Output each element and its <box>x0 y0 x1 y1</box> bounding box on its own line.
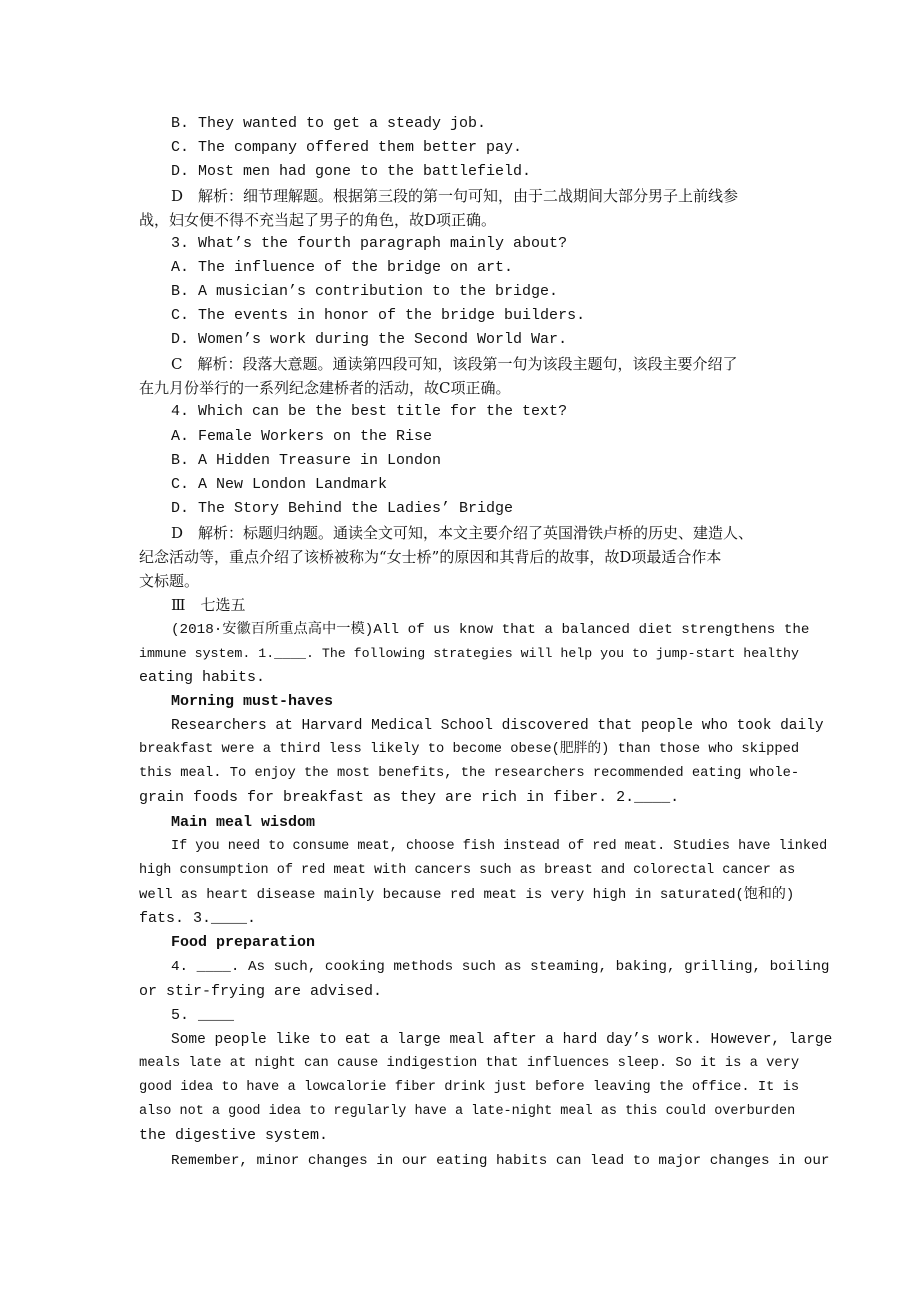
passage-intro-line2: immune system. 1.____. The following strategies will help you to jump-start healthy <box>139 646 799 661</box>
evening-para-line1: Some people like to eat a large meal after a hard day’s work. However, large <box>171 1032 833 1048</box>
subheading-morning: Morning must-haves <box>171 693 334 710</box>
main-meal-para-line3: well as heart disease mainly because red meat is very high in saturated(饱和的) <box>139 887 795 903</box>
morning-para-line1: Researchers at Harvard Medical School discovered that people who took daily <box>171 718 824 734</box>
option-3d: D. Women’s work during the Second World War. <box>171 331 568 348</box>
option-4d: D. The Story Behind the Ladies’ Bridge <box>171 500 514 517</box>
morning-para-line4: grain foods for breakfast as they are rich in fiber. 2.____. <box>139 789 680 806</box>
option-3c: C. The events in honor of the bridge builders. <box>171 307 586 324</box>
option-4b: B. A Hidden Treasure in London <box>171 452 442 469</box>
food-prep-line1: 4. ____. As such, cooking methods such as steaming, baking, grilling, boiling <box>171 959 830 975</box>
option-3a: A. The influence of the bridge on art. <box>171 259 514 276</box>
conclusion-line1: Remember, minor changes in our eating habits can lead to major changes in our <box>171 1153 830 1169</box>
option-2d: D. Most men had gone to the battlefield. <box>171 163 532 180</box>
evening-para-line4: also not a good idea to regularly have a late-night meal as this could overburden <box>139 1104 796 1119</box>
option-4a: A. Female Workers on the Rise <box>171 428 433 445</box>
evening-para-line5: the digestive system. <box>139 1127 329 1144</box>
answer-4-line1: D 解析：标题归纳题。通读全文可知，本文主要介绍了英国滑铁卢桥的历史、建造人、 <box>171 524 754 542</box>
section-heading: Ⅲ 七选五 <box>171 596 246 614</box>
answer-4-line2: 纪念活动等，重点介绍了该桥被称为“女士桥”的原因和其背后的故事，故D项最适合作本 <box>139 548 722 566</box>
passage-intro-line3: eating habits. <box>139 669 266 686</box>
answer-4-line3: 文标题。 <box>139 572 200 590</box>
option-3b: B. A musician’s contribution to the bridge. <box>171 283 559 300</box>
evening-para-line2: meals late at night can cause indigestion that influences sleep. So it is a very <box>139 1056 800 1071</box>
main-meal-para-line2: high consumption of red meat with cancers such as breast and colorectal cancer as <box>139 863 796 878</box>
subheading-food-prep: Food preparation <box>171 934 316 951</box>
answer-3-line1: C 解析：段落大意题。通读第四段可知，该段第一句为该段主题句，该段主要介绍了 <box>171 355 738 373</box>
question-3: 3. What’s the fourth paragraph mainly about? <box>171 235 568 252</box>
blank-5: 5. ____ <box>171 1007 235 1024</box>
option-2c: C. The company offered them better pay. <box>171 139 523 156</box>
option-2b: B. They wanted to get a steady job. <box>171 115 487 132</box>
main-meal-para-line1: If you need to consume meat, choose fish instead of red meat. Studies have linked <box>171 839 828 854</box>
subheading-main-meal: Main meal wisdom <box>171 814 316 831</box>
passage-intro-line1: (2018·安徽百所重点高中一模)All of us know that a balanced diet strengthens the <box>171 622 810 638</box>
answer-2-line2: 战，妇女便不得不充当起了男子的角色，故D项正确。 <box>139 211 497 229</box>
main-meal-para-line4: fats. 3.____. <box>139 910 257 927</box>
answer-2-line1: D 解析：细节理解题。根据第三段的第一句可知，由于二战期间大部分男子上前线参 <box>171 187 739 205</box>
morning-para-line2: breakfast were a third less likely to become obese(肥胖的) than those who skipped <box>139 742 800 757</box>
answer-3-line2: 在九月份举行的一系列纪念建桥者的活动，故C项正确。 <box>139 379 511 397</box>
evening-para-line3: good idea to have a lowcalorie fiber drink just before leaving the office. It is <box>139 1080 800 1095</box>
question-4: 4. Which can be the best title for the text? <box>171 403 568 420</box>
morning-para-line3: this meal. To enjoy the most benefits, the researchers recommended eating whole- <box>139 766 800 781</box>
food-prep-line2: or stir-frying are advised. <box>139 983 383 1000</box>
option-4c: C. A New London Landmark <box>171 476 388 493</box>
